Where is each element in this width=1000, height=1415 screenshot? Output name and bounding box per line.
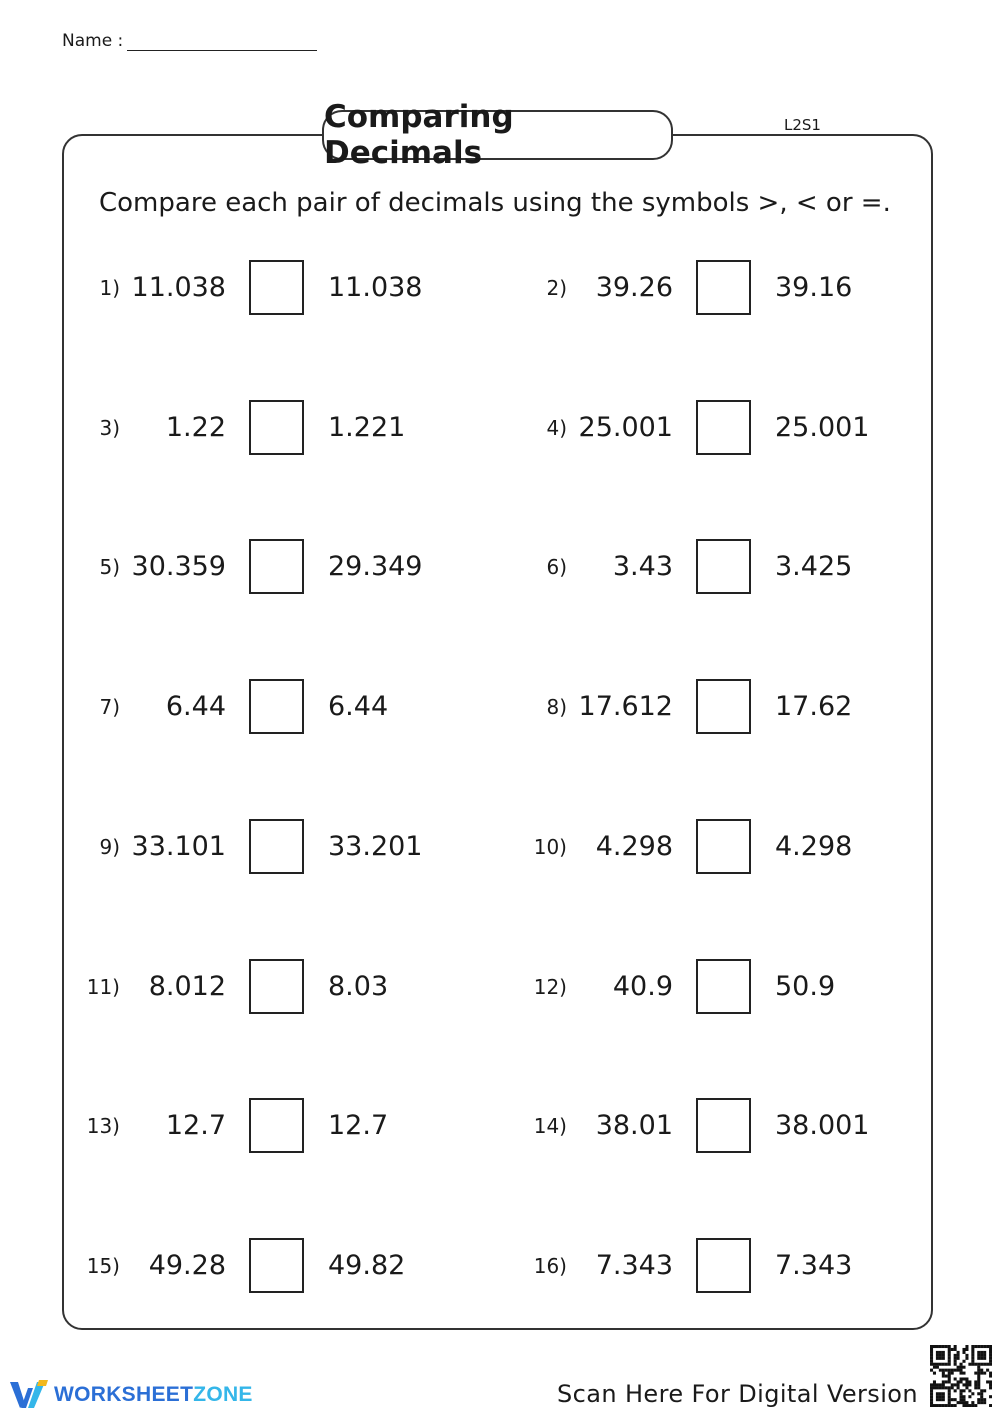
answer-box[interactable]: [249, 539, 304, 594]
problem-number: 11): [86, 975, 120, 999]
right-decimal: 1.221: [328, 412, 406, 443]
problem-item: [533, 260, 873, 316]
problem-number: 8): [546, 695, 567, 719]
right-decimal: 12.7: [328, 1110, 389, 1141]
problem-item: [533, 1238, 873, 1294]
left-decimal: 39.26: [595, 272, 673, 303]
logo-mark-icon: [8, 1378, 50, 1412]
answer-box[interactable]: [249, 260, 304, 315]
problem-number: 5): [99, 555, 120, 579]
right-decimal: 38.001: [775, 1110, 870, 1141]
left-decimal: 6.44: [165, 691, 226, 722]
left-decimal: 1.22: [165, 412, 226, 443]
problem-number: 13): [86, 1114, 120, 1138]
problem-item: [533, 959, 873, 1015]
answer-box[interactable]: [696, 260, 751, 315]
right-decimal: 17.62: [775, 691, 853, 722]
problem-number: 4): [546, 416, 567, 440]
left-decimal: 7.343: [595, 1250, 673, 1281]
answer-box[interactable]: [249, 1098, 304, 1153]
name-label: Name :: [62, 31, 124, 51]
right-decimal: 4.298: [775, 831, 853, 862]
left-decimal: 40.9: [612, 971, 673, 1002]
problem-item: [533, 1098, 873, 1154]
worksheet-zone-logo: [8, 1378, 253, 1412]
right-decimal: 50.9: [775, 971, 836, 1002]
name-blank-line[interactable]: [127, 30, 317, 51]
problem-number: 15): [86, 1254, 120, 1278]
problem-number: 7): [99, 695, 120, 719]
problem-item: [533, 400, 873, 456]
answer-box[interactable]: [696, 539, 751, 594]
answer-box[interactable]: [696, 679, 751, 734]
problem-item: [533, 539, 873, 595]
answer-box[interactable]: [249, 959, 304, 1014]
problem-number: 6): [546, 555, 567, 579]
problem-number: 16): [533, 1254, 567, 1278]
problem-item: [86, 1098, 426, 1154]
right-decimal: 39.16: [775, 272, 853, 303]
left-decimal: 12.7: [165, 1110, 226, 1141]
problem-number: 3): [99, 416, 120, 440]
answer-box[interactable]: [249, 819, 304, 874]
right-decimal: 8.03: [328, 971, 389, 1002]
right-decimal: 6.44: [328, 691, 389, 722]
logo-text-zone: ZONE: [193, 1383, 253, 1406]
left-decimal: 25.001: [578, 412, 673, 443]
problem-number: 12): [533, 975, 567, 999]
problem-number: 2): [546, 276, 567, 300]
instructions: Compare each pair of decimals using the symbols >, < or =.: [99, 188, 891, 218]
problem-number: 14): [533, 1114, 567, 1138]
answer-box[interactable]: [249, 400, 304, 455]
left-decimal: 38.01: [595, 1110, 673, 1141]
right-decimal: 33.201: [328, 831, 423, 862]
qr-code-icon[interactable]: [930, 1345, 992, 1407]
logo-text-worksheet: WORKSHEET: [54, 1383, 194, 1406]
right-decimal: 25.001: [775, 412, 870, 443]
left-decimal: 8.012: [148, 971, 226, 1002]
problem-number: 10): [533, 835, 567, 859]
problem-item: [86, 539, 426, 595]
problem-item: [533, 679, 873, 735]
name-field: [62, 30, 317, 51]
answer-box[interactable]: [696, 959, 751, 1014]
right-decimal: 11.038: [328, 272, 423, 303]
answer-box[interactable]: [696, 1238, 751, 1293]
left-decimal: 17.612: [578, 691, 673, 722]
left-decimal: 3.43: [612, 551, 673, 582]
left-decimal: 49.28: [148, 1250, 226, 1281]
left-decimal: 4.298: [595, 831, 673, 862]
problem-item: [86, 1238, 426, 1294]
problem-item: [86, 959, 426, 1015]
problem-item: [86, 260, 426, 316]
answer-box[interactable]: [249, 679, 304, 734]
left-decimal: 33.101: [131, 831, 226, 862]
worksheet-title: Comparing Decimals: [322, 110, 673, 160]
answer-box[interactable]: [249, 1238, 304, 1293]
level-code: L2S1: [784, 116, 821, 134]
problem-item: [533, 819, 873, 875]
problem-item: [86, 400, 426, 456]
problem-number: 1): [99, 276, 120, 300]
right-decimal: 3.425: [775, 551, 853, 582]
right-decimal: 29.349: [328, 551, 423, 582]
answer-box[interactable]: [696, 400, 751, 455]
answer-box[interactable]: [696, 1098, 751, 1153]
problem-item: [86, 679, 426, 735]
left-decimal: 11.038: [131, 272, 226, 303]
logo-text: [54, 1383, 253, 1407]
left-decimal: 30.359: [131, 551, 226, 582]
problem-item: [86, 819, 426, 875]
right-decimal: 49.82: [328, 1250, 406, 1281]
answer-box[interactable]: [696, 819, 751, 874]
scan-caption: Scan Here For Digital Version: [557, 1380, 918, 1408]
right-decimal: 7.343: [775, 1250, 853, 1281]
problem-number: 9): [99, 835, 120, 859]
